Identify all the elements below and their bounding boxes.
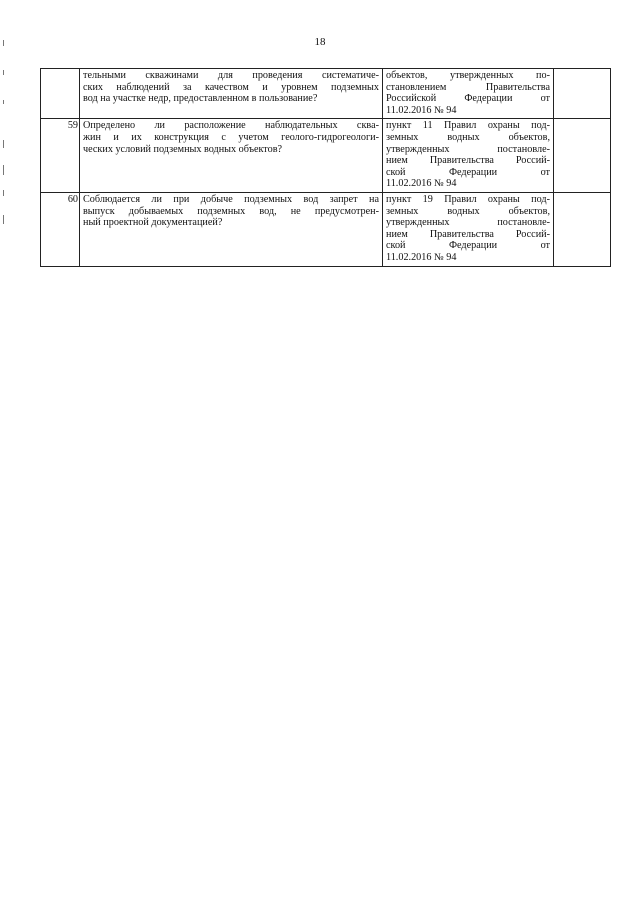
reference-cell — [383, 192, 554, 266]
reference-line: утвержденных постановле- — [386, 217, 550, 229]
reference-line: земных водных объектов, — [386, 205, 550, 217]
question-cell — [80, 192, 383, 266]
reference-line: ской Федерации от — [386, 166, 550, 178]
question-line: Соблюдается ли при добыче подземных вод запрет на — [83, 193, 379, 205]
reference-cell — [383, 69, 554, 119]
question-line: вод на участке недр, предоставленном в пользование? — [83, 93, 318, 105]
blank-cell — [554, 69, 611, 119]
question-line: жин и их конструкция с учетом геолого-гидрогеологи- — [83, 131, 379, 143]
table-row — [41, 69, 611, 119]
reference-line: пункт 11 Правил охраны под- — [386, 120, 550, 132]
reference-line: 11.02.2016 № 94 — [386, 178, 457, 190]
question-line: ских наблюдений за качеством и уровнем подземных — [83, 81, 379, 93]
reference-line: нием Правительства Россий- — [386, 155, 550, 167]
question-cell — [80, 119, 383, 193]
row-number — [41, 69, 80, 119]
requirements-table — [40, 68, 611, 267]
reference-line: Российской Федерации от — [386, 93, 550, 105]
reference-line: 11.02.2016 № 94 — [386, 251, 457, 263]
reference-line: 11.02.2016 № 94 — [386, 104, 457, 116]
row-number: 60 — [41, 192, 80, 266]
question-line: Определено ли расположение наблюдательных сква- — [83, 120, 379, 132]
reference-cell — [383, 119, 554, 193]
reference-line: утвержденных постановле- — [386, 143, 550, 155]
question-line: ческих условий подземных водных объектов? — [83, 143, 283, 155]
blank-cell — [554, 119, 611, 193]
reference-line: ской Федерации от — [386, 240, 550, 252]
table-row — [41, 192, 611, 266]
question-line: тельными скважинами для проведения систематиче- — [83, 70, 379, 81]
table-row — [41, 119, 611, 193]
reference-line: объектов, утвержденных по- — [386, 70, 550, 81]
question-cell — [80, 69, 383, 119]
reference-line: становлением Правительства — [386, 81, 550, 93]
page-number: 18 — [314, 36, 326, 48]
reference-line: пункт 19 Правил охраны под- — [386, 193, 550, 205]
question-line: ный проектной документацией? — [83, 217, 223, 229]
blank-cell — [554, 192, 611, 266]
reference-line: нием Правительства Россий- — [386, 228, 550, 240]
scan-edge-marks — [3, 40, 7, 240]
row-number: 59 — [41, 119, 80, 193]
question-line: выпуск добываемых подземных вод, не предусмотрен- — [83, 205, 379, 217]
reference-line: земных водных объектов, — [386, 131, 550, 143]
